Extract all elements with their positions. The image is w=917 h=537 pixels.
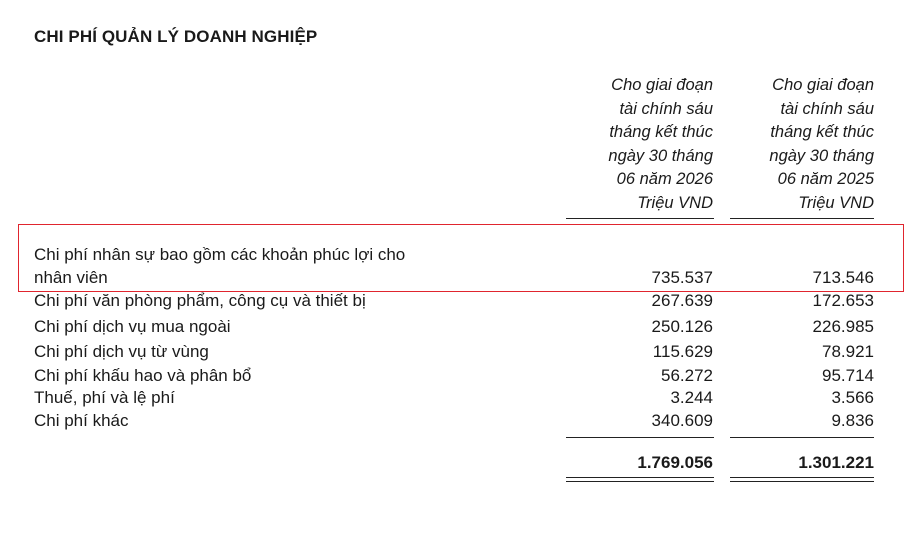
row-value-2025: 9.836 bbox=[831, 411, 874, 430]
total-value-2025: 1.301.221 bbox=[798, 453, 874, 472]
row-value-2025: 78.921 bbox=[822, 342, 874, 361]
row-value-2025: 172.653 bbox=[812, 291, 874, 310]
column-header-line: ngày 30 tháng bbox=[769, 146, 874, 165]
column-header-unit: Triệu VND bbox=[798, 193, 874, 212]
total-double-rule-2025 bbox=[730, 477, 874, 478]
column-header-line: 06 năm 2026 bbox=[616, 170, 713, 188]
column-header-line: tháng kết thúc bbox=[609, 123, 713, 141]
header-underline-2026 bbox=[566, 218, 714, 219]
row-label-other-expenses: Chi phí khác bbox=[34, 411, 129, 430]
row-value-2026: 250.126 bbox=[651, 317, 713, 336]
row-label-line: Chi phí nhân sự bao gồm các khoản phúc lợi cho bbox=[34, 245, 406, 264]
row-label-outsourced-services: Chi phí dịch vụ mua ngoài bbox=[34, 317, 231, 336]
column-header-2025 bbox=[724, 74, 874, 215]
column-header-line: Cho giai đoạn bbox=[772, 76, 874, 94]
subtotal-rule-2026 bbox=[566, 437, 714, 438]
row-value-2025: 95.714 bbox=[822, 366, 874, 385]
total-double-rule-2026 bbox=[566, 481, 714, 482]
header-underline-2025 bbox=[730, 218, 874, 219]
column-header-2026 bbox=[563, 74, 713, 215]
column-header-line: 06 năm 2025 bbox=[777, 170, 874, 188]
column-header-line: ngày 30 tháng bbox=[608, 146, 713, 165]
total-value-2026: 1.769.056 bbox=[637, 453, 713, 472]
row-value-2026: 56.272 bbox=[661, 366, 713, 385]
column-header-line: tài chính sáu bbox=[780, 99, 874, 118]
row-label-personnel bbox=[34, 243, 405, 289]
row-label-line: nhân viên bbox=[34, 268, 108, 287]
page-title: CHI PHÍ QUẢN LÝ DOANH NGHIỆP bbox=[34, 27, 318, 46]
row-value-2025: 3.566 bbox=[831, 388, 874, 407]
column-header-line: tài chính sáu bbox=[619, 99, 713, 118]
row-label-taxes-fees: Thuế, phí và lệ phí bbox=[34, 388, 175, 407]
row-value-2026: 3.244 bbox=[670, 388, 713, 407]
row-value-2025: 713.546 bbox=[812, 268, 874, 287]
total-double-rule-2026 bbox=[566, 477, 714, 478]
row-value-2025: 226.985 bbox=[812, 317, 874, 336]
total-double-rule-2025 bbox=[730, 481, 874, 482]
row-label-depreciation: Chi phí khấu hao và phân bổ bbox=[34, 366, 252, 385]
row-value-2026: 267.639 bbox=[651, 291, 713, 310]
row-value-2026: 340.609 bbox=[651, 411, 713, 430]
row-value-2026: 115.629 bbox=[652, 342, 713, 361]
row-label-regional-services: Chi phí dịch vụ từ vùng bbox=[34, 342, 209, 361]
row-label-office-supplies: Chi phí văn phòng phẩm, công cụ và thiết bị bbox=[34, 291, 366, 310]
column-header-line: Cho giai đoạn bbox=[611, 76, 713, 94]
subtotal-rule-2025 bbox=[730, 437, 874, 438]
row-value-2026: 735.537 bbox=[651, 268, 713, 287]
column-header-unit: Triệu VND bbox=[637, 193, 713, 212]
column-header-line: tháng kết thúc bbox=[770, 123, 874, 141]
